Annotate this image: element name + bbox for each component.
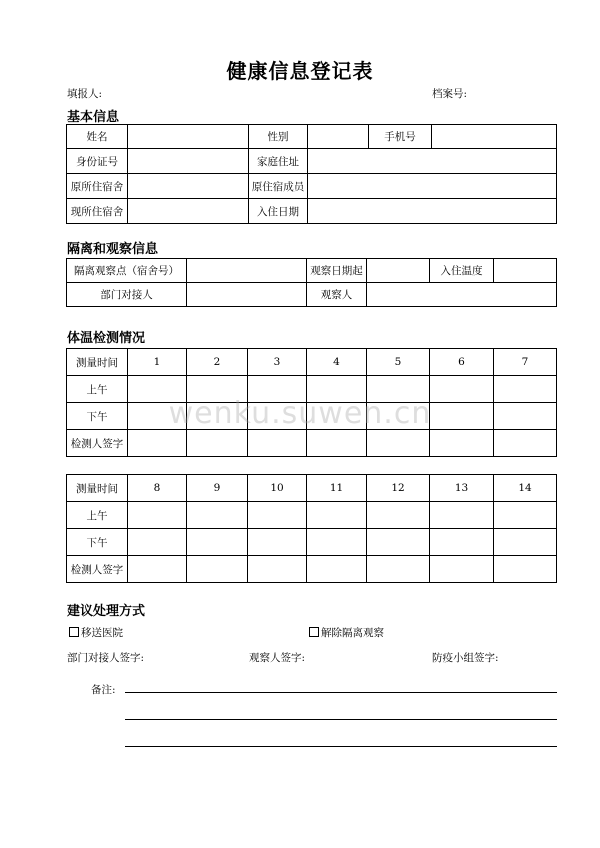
label-checkin-date: 入住日期 [249, 199, 308, 224]
label-curr-dorm: 现所住宿舍 [67, 199, 128, 224]
sign-cell[interactable] [307, 556, 367, 583]
field-obs-start[interactable] [367, 259, 430, 283]
temp-cell[interactable] [248, 502, 307, 529]
temperature-table-week2 [66, 474, 557, 583]
day-header: 2 [187, 349, 248, 376]
day-header: 4 [307, 349, 367, 376]
filler-label: 填报人: [67, 88, 103, 100]
label-pm: 下午 [67, 529, 128, 556]
sign-cell[interactable] [128, 556, 187, 583]
sign-cell[interactable] [430, 556, 494, 583]
day-header: 8 [128, 475, 187, 502]
sign-cell[interactable] [187, 556, 248, 583]
section-advice: 建议处理方式 [67, 604, 146, 619]
label-name: 姓名 [67, 125, 128, 149]
remarks-label: 备注: [91, 684, 116, 696]
watermark: wenku.suwen.cn [168, 396, 432, 431]
day-header: 3 [248, 349, 307, 376]
day-header: 13 [430, 475, 494, 502]
observer-sign-label: 观察人签字: [249, 652, 306, 664]
label-pm: 下午 [67, 403, 128, 430]
day-header: 11 [307, 475, 367, 502]
remarks-line[interactable] [125, 719, 557, 720]
label-signer: 检测人签字 [67, 556, 128, 583]
temp-cell[interactable] [187, 502, 248, 529]
label-time: 测量时间 [67, 475, 128, 502]
dept-sign-label: 部门对接人签字: [67, 652, 145, 664]
label-checkin-temp: 入住温度 [430, 259, 494, 283]
day-header: 10 [248, 475, 307, 502]
temp-cell[interactable] [128, 529, 187, 556]
field-curr-dorm[interactable] [128, 199, 249, 224]
field-home-address[interactable] [308, 149, 557, 174]
temp-cell[interactable] [367, 529, 430, 556]
field-dept-contact[interactable] [187, 283, 307, 307]
label-am: 上午 [67, 502, 128, 529]
day-header: 12 [367, 475, 430, 502]
label-signer: 检测人签字 [67, 430, 128, 457]
group-sign-label: 防疫小组签字: [432, 652, 499, 664]
temp-cell[interactable] [307, 529, 367, 556]
sign-cell[interactable] [248, 556, 307, 583]
day-header: 6 [430, 349, 494, 376]
temp-cell[interactable] [430, 502, 494, 529]
archive-label: 档案号: [432, 88, 468, 100]
label-time: 测量时间 [67, 349, 128, 376]
label-orig-roommates: 原住宿成员 [249, 174, 308, 199]
day-header: 1 [128, 349, 187, 376]
field-phone[interactable] [432, 125, 557, 149]
sign-cell[interactable] [367, 556, 430, 583]
label-home-address: 家庭住址 [249, 149, 308, 174]
field-orig-dorm[interactable] [128, 174, 249, 199]
sign-cell[interactable] [187, 430, 248, 457]
option-release-label: 解除隔离观察 [321, 627, 384, 639]
checkbox-icon[interactable] [309, 627, 319, 637]
sign-cell[interactable] [248, 430, 307, 457]
day-header: 9 [187, 475, 248, 502]
day-header: 5 [367, 349, 430, 376]
label-gender: 性别 [249, 125, 308, 149]
section-isolation-info: 隔离和观察信息 [67, 242, 159, 257]
label-isolation-point: 隔离观察点（宿舍号） [67, 259, 187, 283]
option-release[interactable] [309, 625, 384, 640]
section-basic-info: 基本信息 [67, 110, 120, 125]
label-orig-dorm: 原所住宿舍 [67, 174, 128, 199]
temp-cell[interactable] [494, 502, 557, 529]
remarks-line[interactable] [125, 692, 557, 693]
day-header: 7 [494, 349, 557, 376]
temp-cell[interactable] [307, 502, 367, 529]
label-obs-start: 观察日期起 [307, 259, 367, 283]
field-observer[interactable] [367, 283, 557, 307]
field-gender[interactable] [308, 125, 369, 149]
page-title: 健康信息登记表 [226, 59, 374, 83]
field-id-card[interactable] [128, 149, 249, 174]
option-hospital-label: 移送医院 [81, 627, 123, 639]
section-temperature: 体温检测情况 [67, 331, 146, 346]
basic-info-table [66, 124, 557, 224]
label-dept-contact: 部门对接人 [67, 283, 187, 307]
temp-cell[interactable] [494, 529, 557, 556]
sign-cell[interactable] [128, 430, 187, 457]
isolation-table [66, 258, 557, 307]
sign-cell[interactable] [307, 430, 367, 457]
label-am: 上午 [67, 376, 128, 403]
label-id-card: 身份证号 [67, 149, 128, 174]
field-checkin-date[interactable] [308, 199, 557, 224]
field-checkin-temp[interactable] [494, 259, 557, 283]
temp-cell[interactable] [430, 529, 494, 556]
temp-cell[interactable] [248, 529, 307, 556]
sign-cell[interactable] [494, 556, 557, 583]
checkbox-icon[interactable] [69, 627, 79, 637]
field-name[interactable] [128, 125, 249, 149]
sign-cell[interactable] [430, 430, 494, 457]
temp-cell[interactable] [367, 502, 430, 529]
field-isolation-point[interactable] [187, 259, 307, 283]
day-header: 14 [494, 475, 557, 502]
label-observer: 观察人 [307, 283, 367, 307]
remarks-line[interactable] [125, 746, 557, 747]
option-hospital[interactable] [69, 625, 123, 640]
sign-cell[interactable] [494, 430, 557, 457]
temp-cell[interactable] [187, 529, 248, 556]
temp-cell[interactable] [128, 502, 187, 529]
label-phone: 手机号 [369, 125, 432, 149]
sign-cell[interactable] [367, 430, 430, 457]
field-orig-roommates[interactable] [308, 174, 557, 199]
